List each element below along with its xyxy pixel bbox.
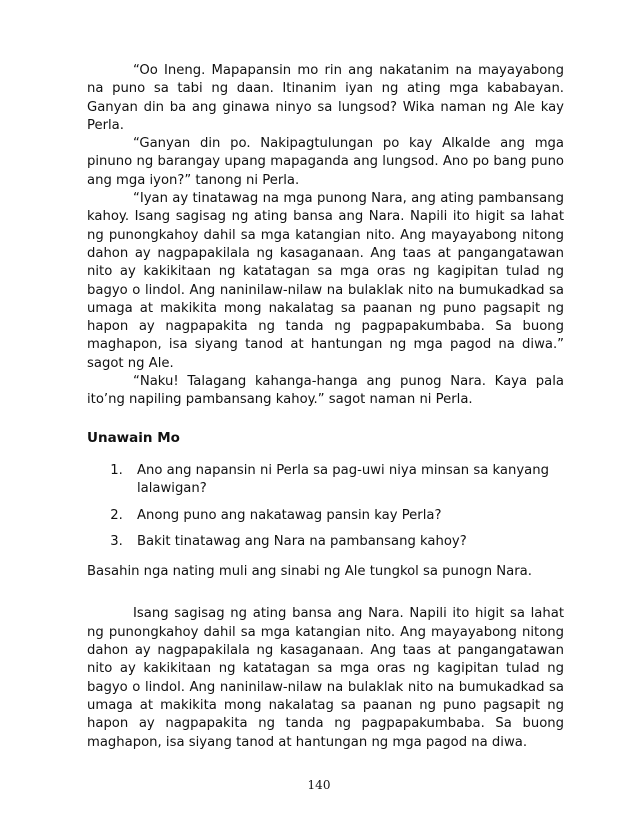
question-item: 1. Ano ang napansin ni Perla sa pag-uwi niya minsan sa kanyang lalawigan? <box>127 462 564 499</box>
story-paragraph: “Naku! Talagang kahanga-hanga ang punog Nara. Kaya pala ito’ng napiling pambansang kahoy.” sagot naman ni Perla. <box>87 374 564 408</box>
question-list <box>87 462 564 551</box>
instruction-text: Basahin nga nating muli ang sinabi ng Ale tungkol sa punogn Nara. <box>87 564 532 580</box>
story-paragraph: “Iyan ay tinatawag na mga punong Nara, ang ating pambansang kahoy. Isang sagisag ng ating bansa ang Nara. Napili ito higit sa lahat ng punongkahoy dahil sa mga katangian nito. Ang mayayabong nitong dahon ay nagpapakilala ng kasaganaan. Ang taas at pangangatawan nito ay kakikitaan ng katatagan sa mga oras ng kagipitan tulad ng bagyo o lindol. Ang naninilaw-nilaw na bulaklak nito na bumukadkad sa umaga at makikita mong nakalatag sa paanan ng puno pagsapit ng hapon ay nagpapakita ng tanda ng pagpapakumbaba. Sa buong maghapon, isa siyang tanod at hantungan ng mga pagod na diwa.” sagot ng Ale. <box>87 191 564 371</box>
excerpt-paragraph: Isang sagisag ng ating bansa ang Nara. Napili ito higit sa lahat ng punongkahoy dahil sa mga katangian nito. Ang mayayabong nitong dahon ay nagpapakilala ng kasaganaan. Ang taas at pangangatawan nito ay kakikitaan ng katatagan sa mga oras ng kagipitan tulad ng bagyo o lindol. Ang naninilaw-nilaw na bulaklak nito na bumukadkad sa umaga at makikita mong nakalatag sa paanan ng puno pagsapit ng hapon ay nagpapakita ng tanda ng pagpapakumbaba. Sa buong maghapon, isa siyang tanod at hantungan ng mga pagod na diwa. <box>87 606 564 750</box>
document-page <box>87 62 564 752</box>
section-heading: Unawain Mo <box>87 429 180 446</box>
story-paragraph: “Oo Ineng. Mapapansin mo rin ang nakatanim na mayayabong na puno sa tabi ng daan. Itinanim iyan ng ating mga kababayan. Ganyan din ba ang ginawa ninyo sa lungsod? Wika naman ng Ale kay Perla. <box>87 63 564 133</box>
page-number: 140 <box>307 778 331 792</box>
story-paragraph: “Ganyan din po. Nakipagtulungan po kay Alkalde ang mga pinuno ng barangay upang mapaganda ang lungsod. Ano po bang puno ang mga iyon?” tanong ni Perla. <box>87 136 564 188</box>
question-item: 3. Bakit tinatawag ang Nara na pambansang kahoy? <box>127 533 564 551</box>
question-item: 2. Anong puno ang nakatawag pansin kay Perla? <box>127 507 564 525</box>
